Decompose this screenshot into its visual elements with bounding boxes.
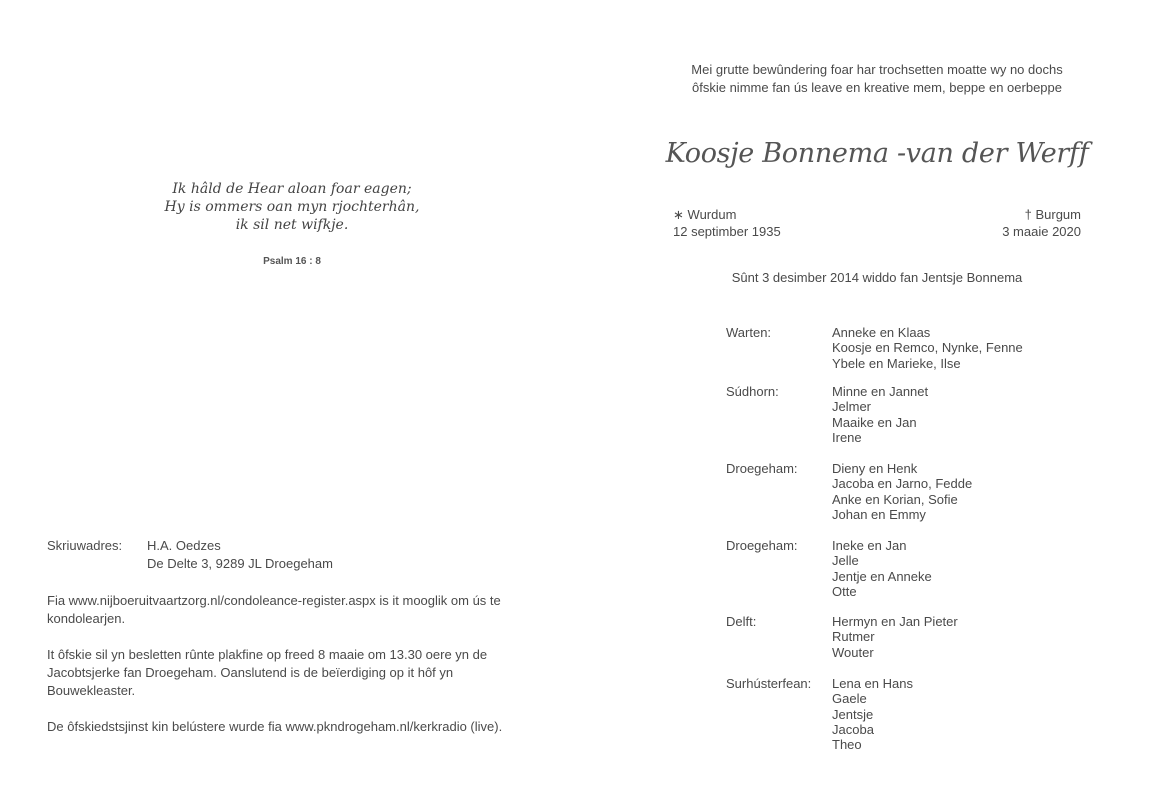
intro-line: Mei grutte bewûndering foar har trochsetten moatte wy no dochs [691, 62, 1063, 77]
poem-line: Hy is ommers oan myn rjochterhân, [164, 199, 420, 215]
family-member: Wouter [832, 644, 874, 660]
death-info [1002, 206, 1081, 240]
family-member: Dieny en Henk [832, 461, 918, 476]
condolence-paragraph: Fia www.nijboeruitvaartzorg.nl/condoleance-register.aspx is it mooglik om ús te kondolearjen. [47, 593, 501, 626]
family-member: Irene [832, 429, 862, 445]
family-member: Koosje en Remco, Nynke, Fenne [832, 340, 1023, 356]
broadcast-paragraph: De ôfskiedstsjinst kin belústere wurde fia www.pkndrogeham.nl/kerkradio (live). [47, 719, 503, 734]
family-place: Surhústerfean: [726, 676, 812, 691]
family-member: Jentje en Anneke [832, 568, 932, 584]
birth-date: 12 septimber 1935 [673, 224, 781, 239]
left-page [0, 0, 584, 807]
family-member: Ybele en Marieke, Ilse [832, 355, 961, 371]
right-page [585, 0, 1169, 807]
poem-line: Ik hâld de Hear aloan foar eagen; [172, 181, 412, 197]
family-member: Anneke en Klaas [832, 325, 931, 340]
family-member: Anke en Korian, Sofie [832, 491, 958, 507]
family-member: Jacoba [832, 721, 874, 737]
address-name: H.A. Oedzes [147, 538, 221, 553]
family-member: Otte [832, 583, 857, 599]
birth-place: Wurdum [687, 207, 737, 222]
family-member: Hermyn en Jan Pieter [832, 614, 958, 629]
intro-text [585, 61, 1169, 97]
family-member: Jelle [832, 553, 859, 569]
poem-line: ik sil net wifkje. [235, 217, 349, 233]
family-member: Jentsje [832, 706, 874, 722]
family-place: Delft: [726, 614, 757, 629]
family-place: Súdhorn: [726, 384, 779, 399]
death-place: Burgum [1035, 207, 1081, 222]
family-member: Gaele [832, 691, 867, 707]
family-member: Lena en Hans [832, 676, 913, 691]
family-member: Theo [832, 737, 862, 753]
family-member: Minne en Jannet [832, 384, 929, 399]
poem-reference: Psalm 16 : 8 [263, 256, 321, 267]
family-place: Warten: [726, 325, 772, 340]
family-member: Maaike en Jan [832, 414, 917, 430]
deceased-name: Koosje Bonnema -van der Werff [665, 138, 1089, 169]
birth-info [673, 206, 781, 240]
death-icon: † [1024, 207, 1032, 222]
service-paragraph: It ôfskie sil yn besletten rûnte plakfine op freed 8 maaie om 13.30 oere yn de Jacobtsjerke fan Droegeham. Oanslutend is de beïerdiging op it hôf yn Bouwekleaster. [47, 647, 488, 698]
family-member: Jacoba en Jarno, Fedde [832, 476, 973, 492]
death-date: 3 maaie 2020 [1002, 224, 1081, 239]
family-place: Droegeham: [726, 461, 798, 476]
birth-icon: ∗ [673, 207, 684, 222]
widow-line: Sûnt 3 desimber 2014 widdo fan Jentsje Bonnema [731, 270, 1023, 285]
family-place: Droegeham: [726, 538, 798, 553]
address-label: Skriuwadres: [47, 538, 123, 553]
address-street: De Delte 3, 9289 JL Droegeham [147, 556, 333, 571]
intro-line: ôfskie nimme fan ús leave en kreative mem, beppe en oerbeppe [692, 80, 1062, 95]
poem [0, 180, 584, 234]
family-member: Jelmer [832, 399, 872, 415]
family-member: Johan en Emmy [832, 506, 926, 522]
family-member: Ineke en Jan [832, 538, 907, 553]
family-member: Rutmer [832, 629, 875, 645]
